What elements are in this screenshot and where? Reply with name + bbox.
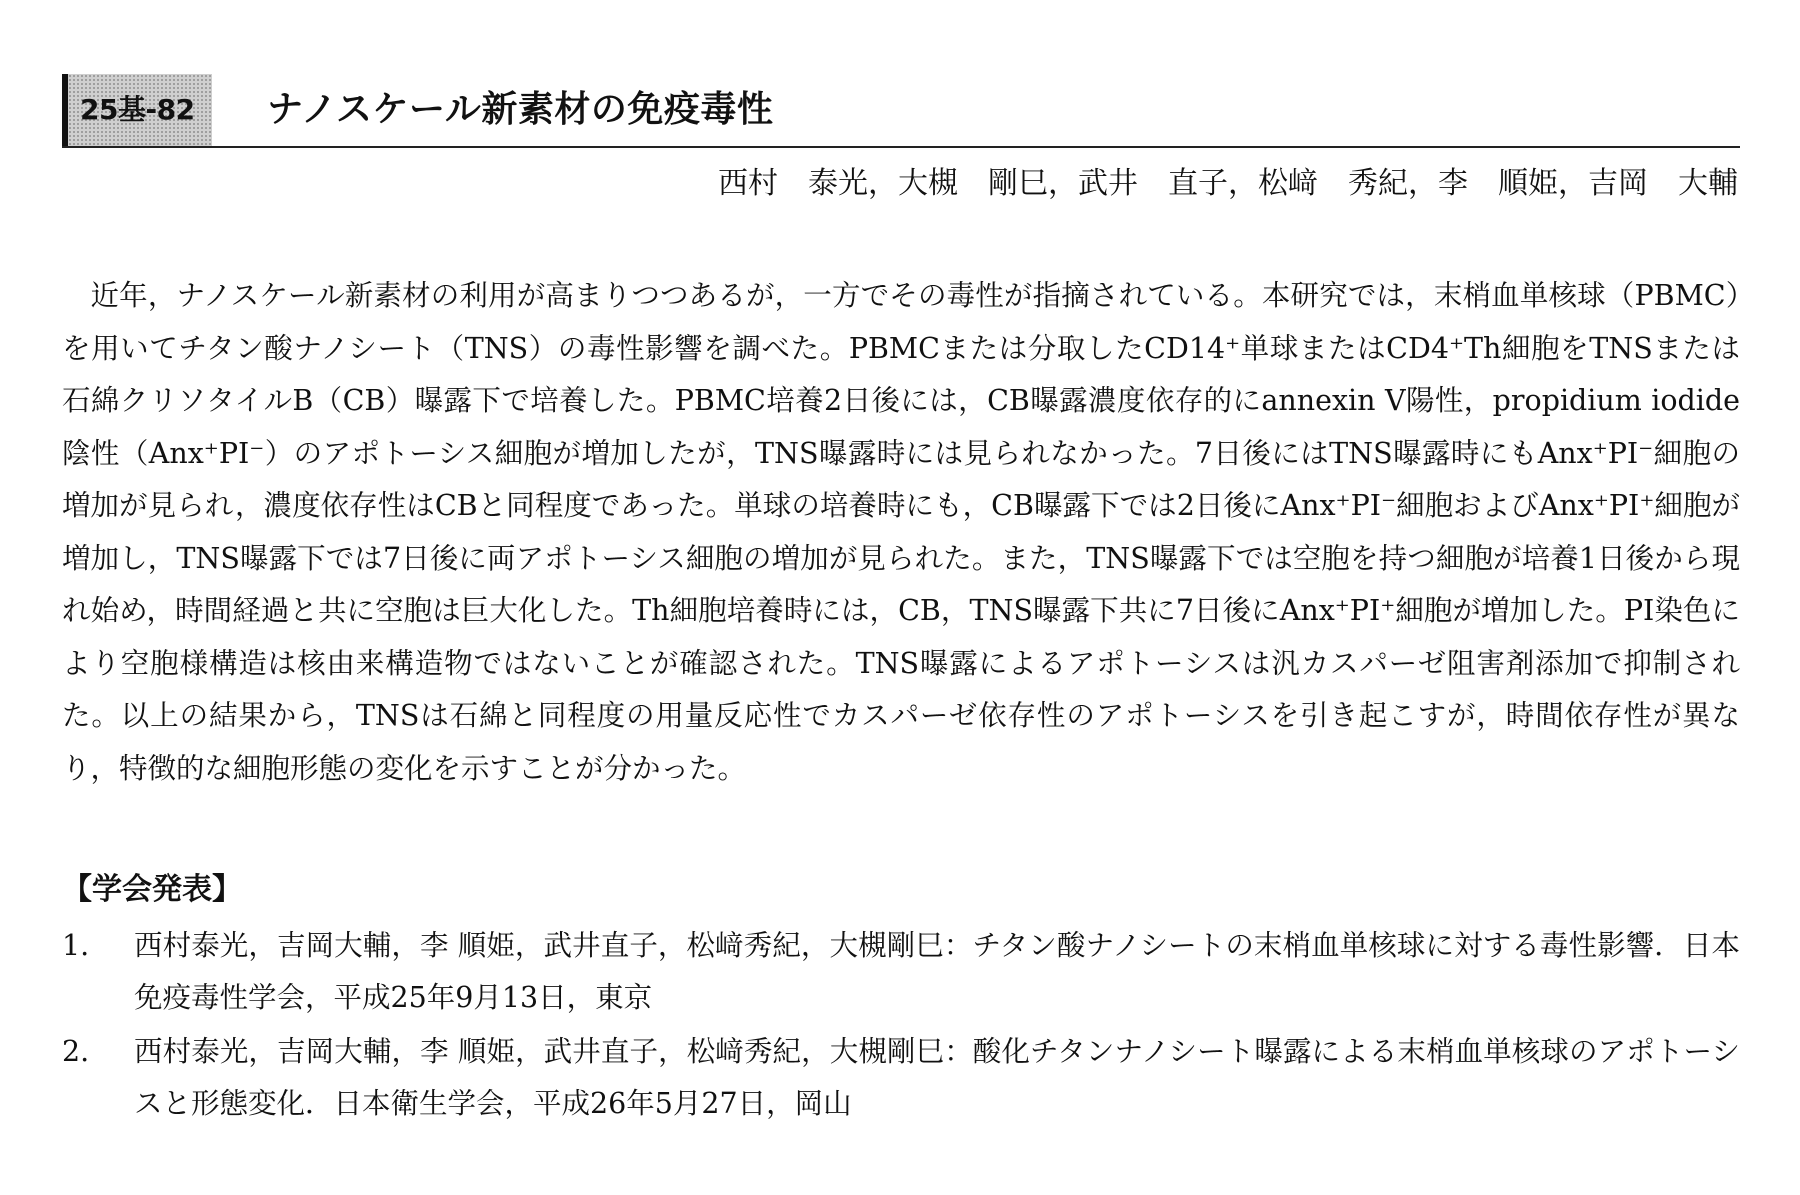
- author-list: 西村 泰光，大槻 剛巳，武井 直子，松﨑 秀紀，李 順姫，吉岡 大輔: [718, 166, 1738, 201]
- report-code-badge: 25基-82: [62, 74, 212, 146]
- abstract-paragraph: 近年，ナノスケール新素材の利用が高まりつつあるが，一方でその毒性が指摘されている。本研究では，末梢血単核球（PBMC）を用いてチタン酸ナノシート（TNS）の毒性影響を調べた。PBMCまたは分取したCD14⁺単球またはCD4⁺Th細胞をTNSまたは石綿クリソタイルB（CB）曝露下で培養した。PBMC培養2日後には，CB曝露濃度依存的にannexin V陽性，propidium iodide陰性（Anx⁺PI⁻）のアポトーシス細胞が増加したが，TNS曝露時には見られなかった。7日後にはTNS曝露時にもAnx⁺PI⁻細胞の増加が見られ，濃度依存性はCBと同程度であった。単球の培養時にも，CB曝露下では2日後にAnx⁺PI⁻細胞およびAnx⁺PI⁺細胞が増加し，TNS曝露下では7日後に両アポトーシス細胞の増加が見られた。また，TNS曝露下では空胞を持つ細胞が培養1日後から現れ始め，時間経過と共に空胞は巨大化した。Th細胞培養時には，CB，TNS曝露下共に7日後にAnx⁺PI⁺細胞が増加した。PI染色により空胞様構造は核由来構造物ではないことが確認された。TNS曝露によるアポトーシスは汎カスパーゼ阻害剤添加で抑制された。以上の結果から，TNSは石綿と同程度の用量反応性でカスパーゼ依存性のアポトーシスを引き起こすが，時間依存性が異なり，特徴的な細胞形態の変化を示すことが分かった。: [62, 279, 1740, 785]
- presentation-number: 1.: [62, 929, 90, 962]
- presentations-heading: 【学会発表】: [62, 872, 242, 907]
- presentation-number: 2.: [62, 1035, 90, 1068]
- presentation-citation: 西村泰光，吉岡大輔，李 順姫，武井直子，松﨑秀紀，大槻剛巳：チタン酸ナノシートの末梢血単核球に対する毒性影響．日本免疫毒性学会，平成25年9月13日，東京: [134, 929, 1740, 1014]
- presentation-list: [62, 920, 1740, 1132]
- report-header: [62, 64, 1740, 148]
- presentation-item: [62, 920, 1740, 1024]
- presentation-item: [62, 1026, 1740, 1130]
- report-title: ナノスケール新素材の免疫毒性: [267, 89, 774, 130]
- presentation-citation: 西村泰光，吉岡大輔，李 順姫，武井直子，松﨑秀紀，大槻剛巳：酸化チタンナノシート曝露による末梢血単核球のアポトーシスと形態変化．日本衛生学会，平成26年5月27日，岡山: [134, 1035, 1740, 1120]
